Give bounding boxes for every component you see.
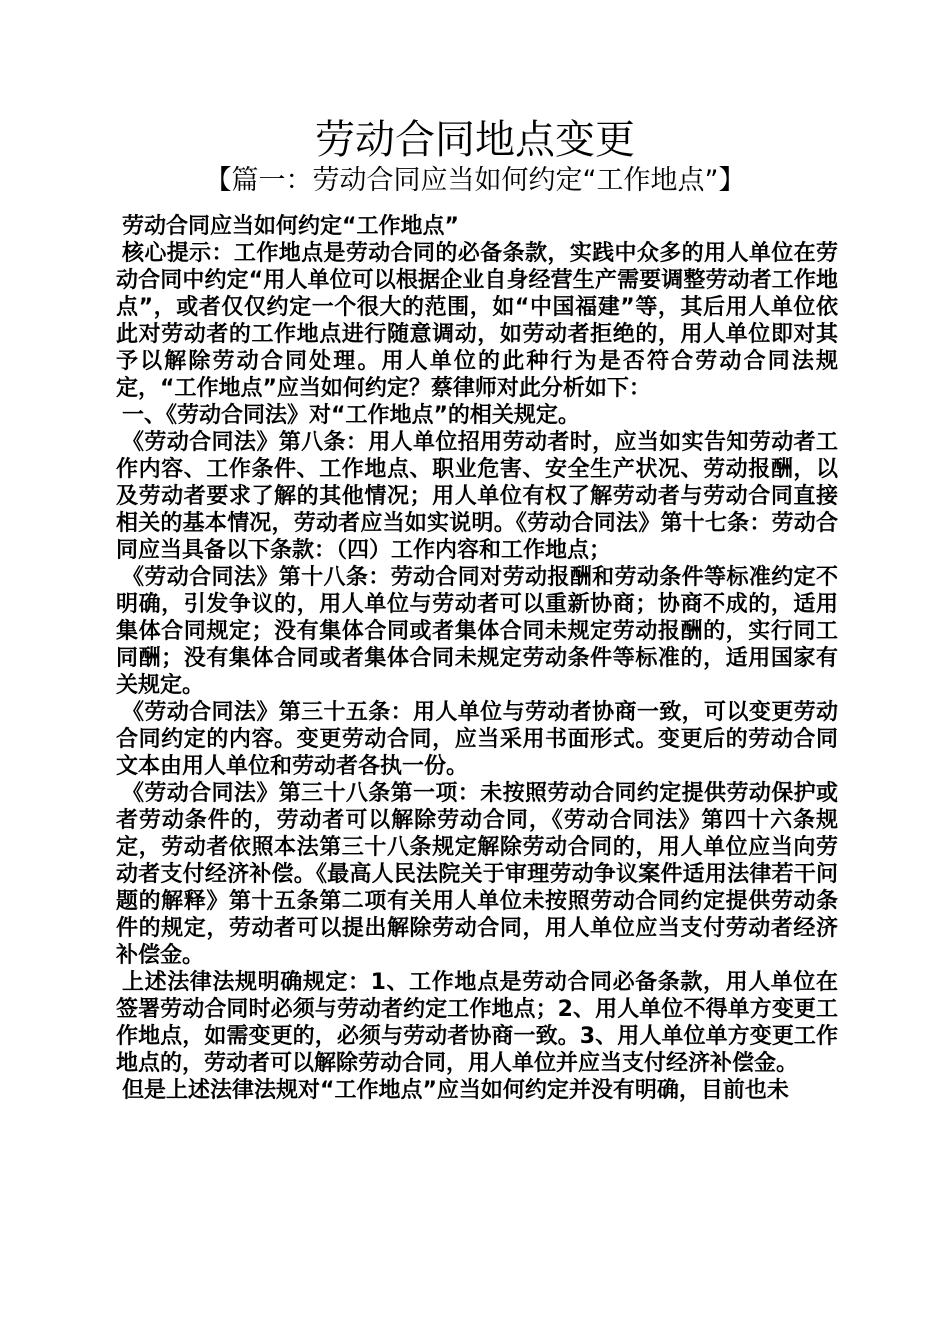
paragraph: 《劳动合同法》第十八条：劳动合同对劳动报酬和劳动条件等标准约定不明确，引发争议的，用人单位与劳动者可以重新协商；协商不成的，适用集体合同规定；没有集体合同或者集体合同未规定劳动报酬的，实行同工同酬；没有集体合同或者集体合同未规定劳动条件等标准的，适用国家有关规定。 [116, 565, 838, 698]
paragraph: 上述法律法规明确规定：1、工作地点是劳动合同必备条款，用人单位在签署劳动合同时必须与劳动者约定工作地点；2、用人单位不得单方变更工作地点，如需变更的，必须与劳动者协商一致。3、用人单位单方变更工作地点的，劳动者可以解除劳动合同，用人单位并应当支付经济补偿金。 [116, 970, 838, 1076]
paragraph-heading: 劳动合同应当如何约定“工作地点” [122, 214, 459, 239]
document-subtitle: 【篇一：劳动合同应当如何约定“工作地点”】 [204, 165, 746, 196]
paragraph: 但是上述法律法规对“工作地点”应当如何约定并没有明确，目前也未 [122, 1078, 789, 1103]
document-body [116, 213, 838, 1104]
document-title: 劳动合同地点变更 [315, 117, 635, 163]
section-heading: 一、《劳动合同法》对“工作地点”的相关规定。 [122, 403, 580, 428]
paragraph: 《劳动合同法》第三十八条第一项：未按照劳动合同约定提供劳动保护或者劳动条件的，劳动者可以解除劳动合同，《劳动合同法》第四十六条规定，劳动者依照本法第三十八条规定解除劳动合同的，用人单位应当向劳动者支付经济补偿。《最高人民法院关于审理劳动争议案件适用法律若干问题的解释》第十五条第二项有关用人单位未按照劳动合同约定提供劳动条件的规定，劳动者可以提出解除劳动合同，用人单位应当支付劳动者经济补偿金。 [116, 781, 838, 968]
paragraph: 核心提示：工作地点是劳动合同的必备条款，实践中众多的用人单位在劳动合同中约定“用人单位可以根据企业自身经营生产需要调整劳动者工作地点”，或者仅仅约定一个很大的范围，如“中国福建”等，其后用人单位依此对劳动者的工作地点进行随意调动，如劳动者拒绝的，用人单位即对其予以解除劳动合同处理。用人单位的此种行为是否符合劳动合同法规定，“工作地点”应当如何约定？蔡律师对此分析如下： [116, 241, 838, 401]
paragraph: 《劳动合同法》第八条：用人单位招用劳动者时，应当如实告知劳动者工作内容、工作条件、工作地点、职业危害、安全生产状况、劳动报酬，以及劳动者要求了解的其他情况；用人单位有权了解劳动者与劳动合同直接相关的基本情况，劳动者应当如实说明。《劳动合同法》第十七条：劳动合同应当具备以下条款：（四）工作内容和工作地点； [116, 430, 838, 563]
paragraph: 《劳动合同法》第三十五条：用人单位与劳动者协商一致，可以变更劳动合同约定的内容。变更劳动合同，应当采用书面形式。变更后的劳动合同文本由用人单位和劳动者各执一份。 [116, 700, 838, 779]
